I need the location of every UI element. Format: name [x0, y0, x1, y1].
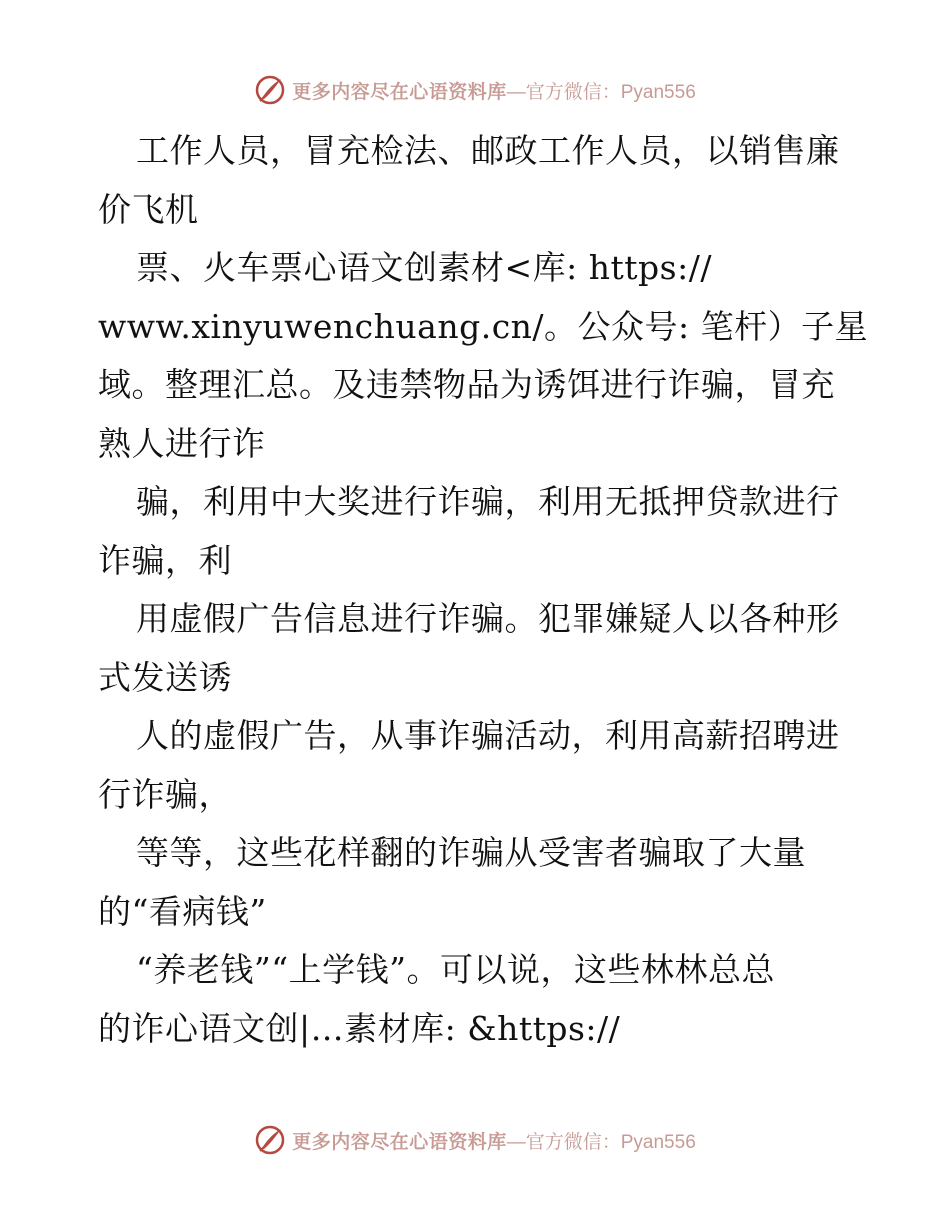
paragraph-line: 价飞机 — [98, 189, 199, 229]
watermark-contact-text: —官方微信：Pyan556 — [506, 81, 696, 103]
paragraph-line: 用虚假广告信息进行诈骗。犯罪嫌疑人以各种形 — [136, 599, 840, 638]
paragraph-line: www.xinyuwenchuang.cn/。公众号: 笔杆）子星 — [98, 306, 869, 346]
quill-logo-icon — [254, 1124, 286, 1156]
paragraph-line: 工作人员，冒充检法、邮政工作人员，以销售廉 — [136, 131, 840, 170]
watermark-brand-text: 更多内容尽在心语资料库 — [292, 80, 507, 103]
paragraph-line: 等等，这些花样翻的诈骗从受害者骗取了大量 — [136, 833, 806, 872]
watermark-brand-text: 更多内容尽在心语资料库 — [292, 1130, 507, 1153]
footer-watermark — [0, 1120, 950, 1160]
paragraph-line: 骗，利用中大奖进行诈骗，利用无抵押贷款进行 — [136, 482, 840, 521]
paragraph-line: 熟人进行诈 — [98, 423, 266, 463]
paragraph-line: “养老钱”“上学钱”。可以说，这些林林总总 — [136, 950, 775, 989]
header-watermark — [0, 70, 950, 110]
paragraph-line: 式发送诱 — [98, 657, 232, 697]
document-body — [98, 122, 868, 1058]
paragraph-line: 人的虚假广告，从事诈骗活动，利用高薪招聘进 — [136, 716, 840, 755]
paragraph-line: 域。整理汇总。及违禁物品为诱饵进行诈骗，冒充 — [98, 365, 835, 404]
quill-logo-icon — [254, 74, 286, 106]
watermark-contact-text: —官方微信：Pyan556 — [506, 1131, 696, 1153]
paragraph-line: 诈骗，利 — [98, 540, 232, 580]
paragraph-line: 的诈心语文创|…素材库: &https:// — [98, 1008, 621, 1048]
paragraph-line: 票、火车票心语文创素材<库: https:// — [136, 248, 712, 287]
paragraph-line: 行诈骗， — [98, 774, 232, 814]
paragraph-line: 的“看病钱” — [98, 891, 267, 931]
